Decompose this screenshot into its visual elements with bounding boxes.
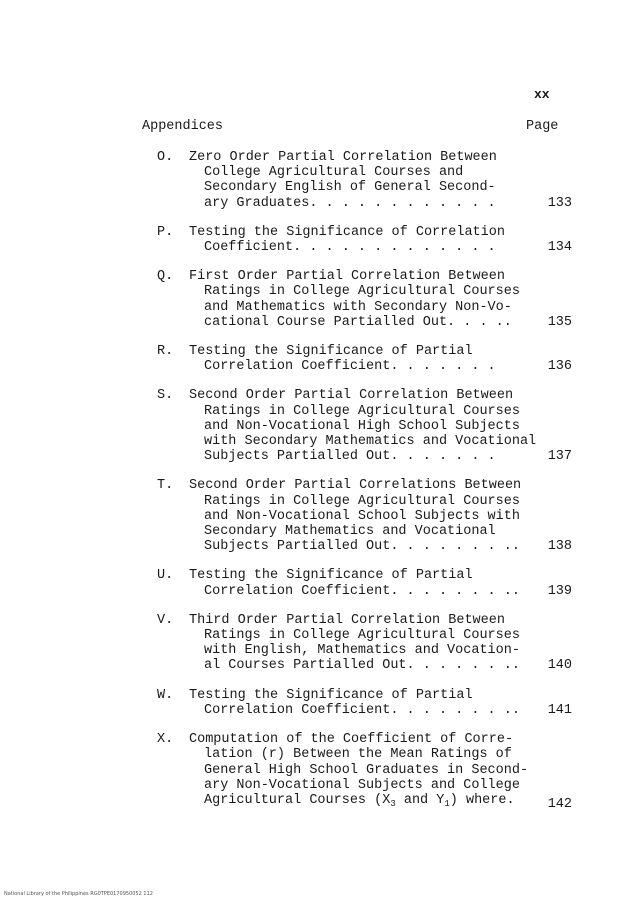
appendix-page: 140 <box>547 658 572 674</box>
appendix-letter: Q. <box>157 269 174 285</box>
appendix-title: Testing the Significance of Correlation Coefficient. . . . . . . . . . . . . <box>189 224 505 256</box>
page-number: xx <box>534 87 550 102</box>
appendix-page: 134 <box>547 240 572 256</box>
appendix-page: 138 <box>547 539 572 555</box>
appendix-entry-w <box>157 688 572 718</box>
appendix-page: 139 <box>547 583 572 599</box>
page-column-heading: Page <box>526 119 559 134</box>
appendix-letter: W. <box>157 687 174 703</box>
appendices-heading: Appendices <box>142 119 224 134</box>
appendix-entry-u <box>157 568 572 598</box>
appendix-list <box>157 150 572 826</box>
appendix-entry-o <box>157 150 572 211</box>
appendix-entry-q <box>157 269 572 330</box>
appendix-page: 135 <box>547 314 572 330</box>
appendix-letter: R. <box>157 344 174 360</box>
appendix-title: Second Order Partial Correlation Between Ratings in College Agricultural Courses and Non-Vocational High School Subjects with Secondary Mathematics and Vocational Subjects Partialled Out. . . . . . . <box>189 388 537 465</box>
appendix-entry-r <box>157 344 572 374</box>
appendix-letter: V. <box>157 612 174 628</box>
appendix-letter: P. <box>157 224 174 240</box>
appendix-title: First Order Partial Correlation Between Ratings in College Agricultural Courses and Mathematics with Secondary Non-Vo- cational Course Partialled Out. . . .. <box>189 269 520 330</box>
appendix-page: 136 <box>547 359 572 375</box>
appendix-letter: S. <box>157 388 174 404</box>
appendix-title: Third Order Partial Correlation Between Ratings in College Agricultural Courses with English, Mathematics and Vocation- al Courses Partialled Out. . . . . . .. <box>189 612 520 674</box>
appendix-letter: O. <box>157 150 174 165</box>
appendix-entry-x <box>157 732 572 812</box>
appendix-title: Testing the Significance of Partial Correlation Coefficient. . . . . . . <box>189 344 496 375</box>
appendix-title: Zero Order Partial Correlation Between College Agricultural Courses and Secondary English of General Second- ary Graduates. . . . . . . . . . . . <box>189 150 497 211</box>
appendix-entry-p <box>157 225 572 255</box>
appendix-title: Testing the Significance of Partial Correlation Coefficient. . . . . . . .. <box>189 568 520 599</box>
appendix-title: Computation of the Coefficient of Corre- lation (r) Between the Mean Ratings of General High School Graduates in Second- ary Non-Vocational Subjects and College Agricultural Courses ($X_3$ and $Y_1$) where. <box>189 732 529 809</box>
scan-footer: National Library of the Philippines RG0TPE0170950052 112 <box>4 891 153 897</box>
appendix-letter: T. <box>157 478 174 494</box>
appendix-entry-s <box>157 388 572 464</box>
appendix-letter: U. <box>157 568 174 584</box>
appendix-title: Second Order Partial Correlations Between Ratings in College Agricultural Courses and Non-Vocational School Subjects with Secondary Mathematics and Vocational Subjects Partialled Out. . . . . . . .. <box>189 478 522 555</box>
appendix-page: 137 <box>547 449 572 465</box>
appendix-page: 141 <box>547 702 572 718</box>
appendix-entry-v <box>157 613 572 674</box>
appendix-title: Testing the Significance of Partial Correlation Coefficient. . . . . . . .. <box>189 687 520 718</box>
appendix-entry-t <box>157 478 572 554</box>
appendix-page: 133 <box>547 195 572 211</box>
appendix-page: 142 <box>547 796 572 812</box>
appendix-letter: X. <box>157 732 174 748</box>
